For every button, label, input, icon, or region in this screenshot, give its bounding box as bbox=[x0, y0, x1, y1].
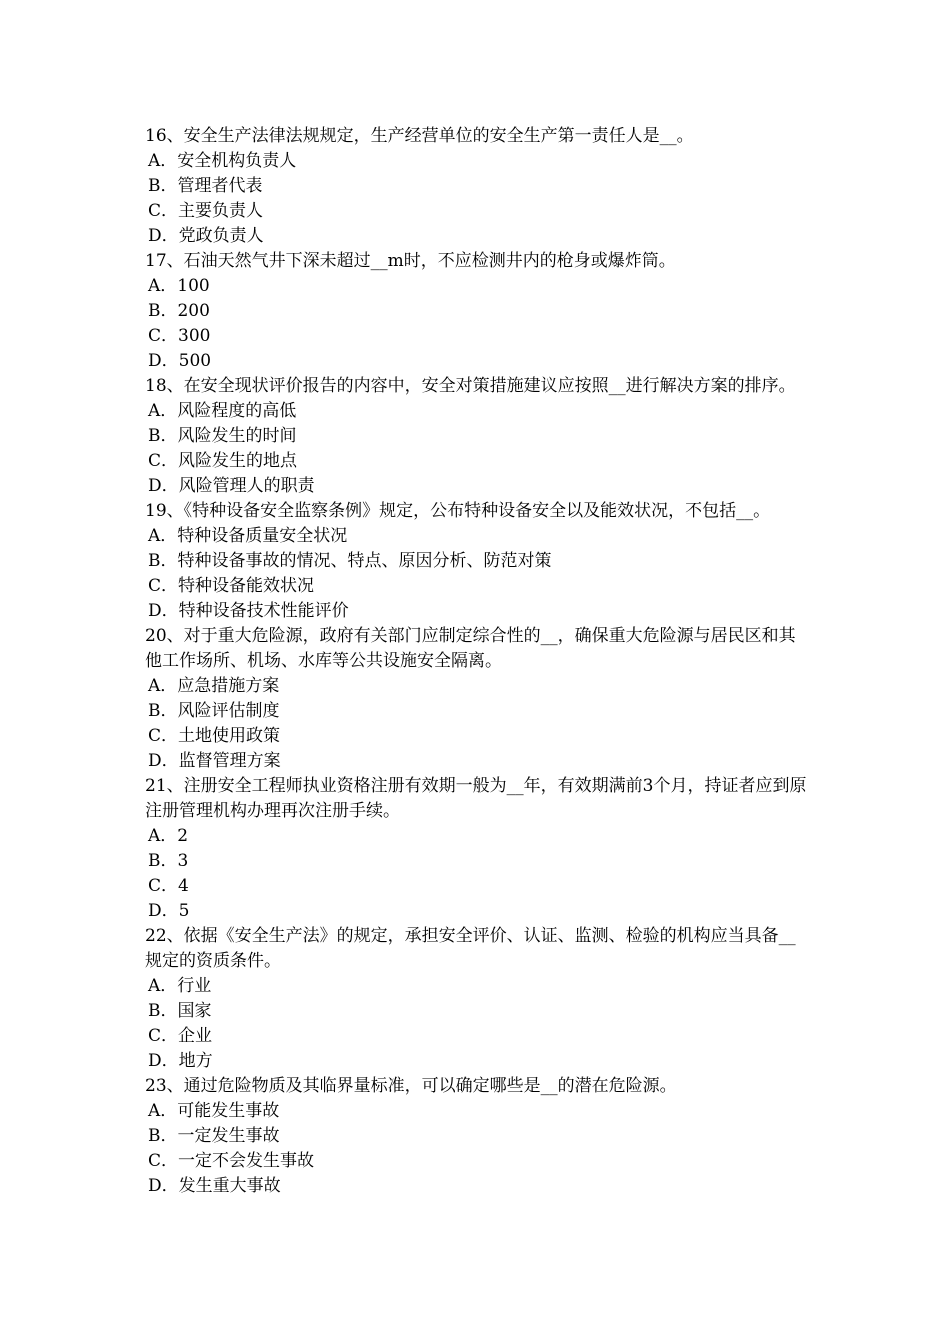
option-d: D．5 bbox=[148, 901, 190, 921]
option-c: C．风险发生的地点 bbox=[148, 451, 298, 471]
option-c: C．一定不会发生事故 bbox=[148, 1151, 315, 1171]
option-a: A．2 bbox=[148, 826, 189, 846]
question-21 bbox=[145, 774, 810, 924]
option-d: D．风险管理人的职责 bbox=[148, 476, 315, 496]
option-c: C．4 bbox=[148, 876, 189, 896]
option-a: A．可能发生事故 bbox=[148, 1101, 280, 1121]
option-b: B．管理者代表 bbox=[148, 176, 263, 196]
option-a: A．特种设备质量安全状况 bbox=[148, 526, 348, 546]
option-a: A．应急措施方案 bbox=[148, 676, 280, 696]
question-19 bbox=[145, 499, 810, 624]
question-17 bbox=[145, 249, 810, 374]
option-c: C．企业 bbox=[148, 1026, 213, 1046]
option-b: B．200 bbox=[148, 301, 210, 321]
option-b: B．风险发生的时间 bbox=[148, 426, 297, 446]
option-b: B．国家 bbox=[148, 1001, 212, 1021]
question-18 bbox=[145, 374, 810, 499]
question-stem: 17、石油天然气井下深未超过__m时，不应检测井内的枪身或爆炸筒。 bbox=[145, 251, 676, 271]
question-stem: 18、在安全现状评价报告的内容中，安全对策措施建议应按照__进行解决方案的排序。 bbox=[145, 376, 796, 396]
option-a: A．风险程度的高低 bbox=[148, 401, 297, 421]
option-d: D．地方 bbox=[148, 1051, 213, 1071]
question-20 bbox=[145, 624, 810, 774]
option-a: A．安全机构负责人 bbox=[148, 151, 297, 171]
option-c: C．主要负责人 bbox=[148, 201, 264, 221]
option-d: D．党政负责人 bbox=[148, 226, 264, 246]
option-d: D．监督管理方案 bbox=[148, 751, 281, 771]
question-stem: 19、《特种设备安全监察条例》规定，公布特种设备安全以及能效状况，不包括__。 bbox=[145, 501, 771, 521]
option-c: C．土地使用政策 bbox=[148, 726, 281, 746]
option-d: D．特种设备技术性能评价 bbox=[148, 601, 349, 621]
question-stem: 20、对于重大危险源，政府有关部门应制定综合性的__，确保重大危险源与居民区和其他工作场所、机场、水库等公共设施安全隔离。 bbox=[145, 626, 796, 671]
question-23 bbox=[145, 1074, 810, 1199]
document-page bbox=[145, 124, 810, 1199]
option-a: A．100 bbox=[148, 276, 210, 296]
option-d: D．发生重大事故 bbox=[148, 1176, 281, 1196]
option-c: C．300 bbox=[148, 326, 211, 346]
question-stem: 21、注册安全工程师执业资格注册有效期一般为__年，有效期满前3个月，持证者应到原注册管理机构办理再次注册手续。 bbox=[145, 776, 807, 821]
option-b: B．一定发生事故 bbox=[148, 1126, 280, 1146]
question-22 bbox=[145, 924, 810, 1074]
option-a: A．行业 bbox=[148, 976, 212, 996]
question-stem: 23、通过危险物质及其临界量标准，可以确定哪些是__的潜在危险源。 bbox=[145, 1076, 677, 1096]
option-b: B．3 bbox=[148, 851, 189, 871]
question-16 bbox=[145, 124, 810, 249]
question-stem: 22、依据《安全生产法》的规定，承担安全评价、认证、监测、检验的机构应当具备__规定的资质条件。 bbox=[145, 926, 796, 971]
option-d: D．500 bbox=[148, 351, 212, 371]
option-c: C．特种设备能效状况 bbox=[148, 576, 315, 596]
option-b: B．特种设备事故的情况、特点、原因分析、防范对策 bbox=[148, 551, 552, 571]
option-b: B．风险评估制度 bbox=[148, 701, 280, 721]
question-stem: 16、安全生产法律法规规定，生产经营单位的安全生产第一责任人是__。 bbox=[145, 126, 694, 146]
